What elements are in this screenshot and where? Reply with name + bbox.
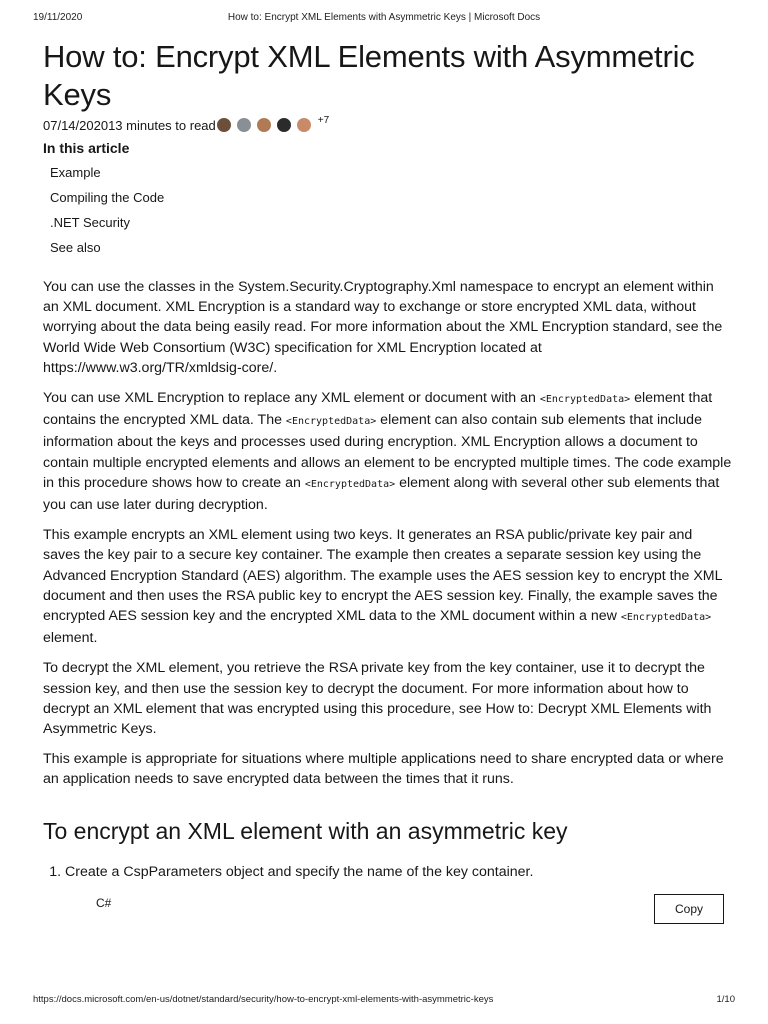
- print-date: 19/11/2020: [33, 12, 83, 23]
- copy-button[interactable]: Copy: [654, 894, 724, 924]
- page-number: 1/10: [716, 994, 735, 1005]
- contributor-avatar[interactable]: [296, 117, 312, 133]
- code-encrypteddata: <EncryptedData>: [304, 478, 396, 490]
- toc-item-example[interactable]: Example: [50, 165, 101, 180]
- contributors[interactable]: [216, 114, 330, 133]
- code-encrypteddata: <EncryptedData>: [539, 394, 631, 406]
- toc-item-net-security[interactable]: .NET Security: [50, 215, 130, 230]
- contributor-avatar[interactable]: [236, 117, 252, 133]
- example-paragraph: This example encrypts an XML element using two keys. It generates an RSA public/private key pair and saves the key pair to a secure key container. The example then creates a separate session key using the Advanced Encryption Standard (AES) algorithm. The example uses the AES session key to encrypt the XML document and then uses the RSA public key to encrypt the AES session key. Finally, the example saves the encrypted AES session key and the encrypted XML data to the XML document within a new <EncryptedData> element.: [43, 527, 722, 647]
- intro-paragraph: You can use the classes in the System.Security.Cryptography.Xml namespace to encrypt an element within an XML document. XML Encryption is a standard way to exchange or store encrypted XML data, without worrying about the data being easily read. For more information about the XML Encryption standard, see the World Wide Web Consortium (W3C) specification for XML Encryption located at https://www.w3.org/TR/xmldsig-core/.: [43, 279, 723, 376]
- contributor-avatar[interactable]: [256, 117, 272, 133]
- print-title: How to: Encrypt XML Elements with Asymmetric Keys | Microsoft Docs: [227, 12, 541, 23]
- toc-list: [43, 164, 733, 264]
- toc-title: In this article: [43, 140, 130, 156]
- code-encrypteddata: <EncryptedData>: [620, 612, 712, 624]
- page-url: https://docs.microsoft.com/en-us/dotnet/standard/security/how-to-encrypt-xml-elements-with-asymmetric-keys: [33, 994, 494, 1005]
- use-case-paragraph: This example is appropriate for situations where multiple applications need to share encrypted data or where an application needs to save encrypted data between the times that it runs.: [43, 751, 724, 788]
- article: [43, 38, 733, 932]
- steps-list: [43, 862, 733, 882]
- section-heading: To encrypt an XML element with an asymmetric key: [43, 817, 568, 844]
- toc-item-see-also[interactable]: See also: [50, 240, 101, 255]
- article-metadata: [43, 114, 733, 136]
- code-language-label: C#: [96, 895, 112, 910]
- toc-item-compiling[interactable]: Compiling the Code: [50, 190, 165, 205]
- code-encrypteddata: <EncryptedData>: [285, 416, 377, 428]
- step-item: 1. Create a CspParameters object and specify the name of the key container.: [65, 862, 733, 882]
- more-contributors-link[interactable]: +7: [317, 114, 330, 126]
- code-block-header: [43, 892, 733, 932]
- contributor-avatar[interactable]: [276, 117, 292, 133]
- print-header: [0, 0, 768, 23]
- decrypt-paragraph: To decrypt the XML element, you retrieve the RSA private key from the key container, use it to decrypt the session key, and then use the session key to decrypt the document. For more information about how to decrypt an XML element that was encrypted using this procedure, see How to: Decrypt XML Elements with Asymmetric Keys.: [43, 660, 712, 738]
- contributor-avatar[interactable]: [216, 117, 232, 133]
- read-time: 13 minutes to read: [108, 117, 216, 133]
- article-date: 07/14/2020: [43, 117, 109, 133]
- page-title: How to: Encrypt XML Elements with Asymmetric Keys: [43, 39, 695, 112]
- print-footer: [0, 994, 768, 1008]
- encrypted-data-paragraph: You can use XML Encryption to replace any XML element or document with an <EncryptedData> element that contains the encrypted XML data. The <EncryptedData> element can also contain sub elements that include information about the keys and processes used during encryption. XML Encryption allows a document to contain multiple encrypted elements and allows an element to be encrypted multiple times. The code example in this procedure shows how to create an <EncryptedData> element along with several other sub elements that you can use later during decryption.: [43, 390, 732, 514]
